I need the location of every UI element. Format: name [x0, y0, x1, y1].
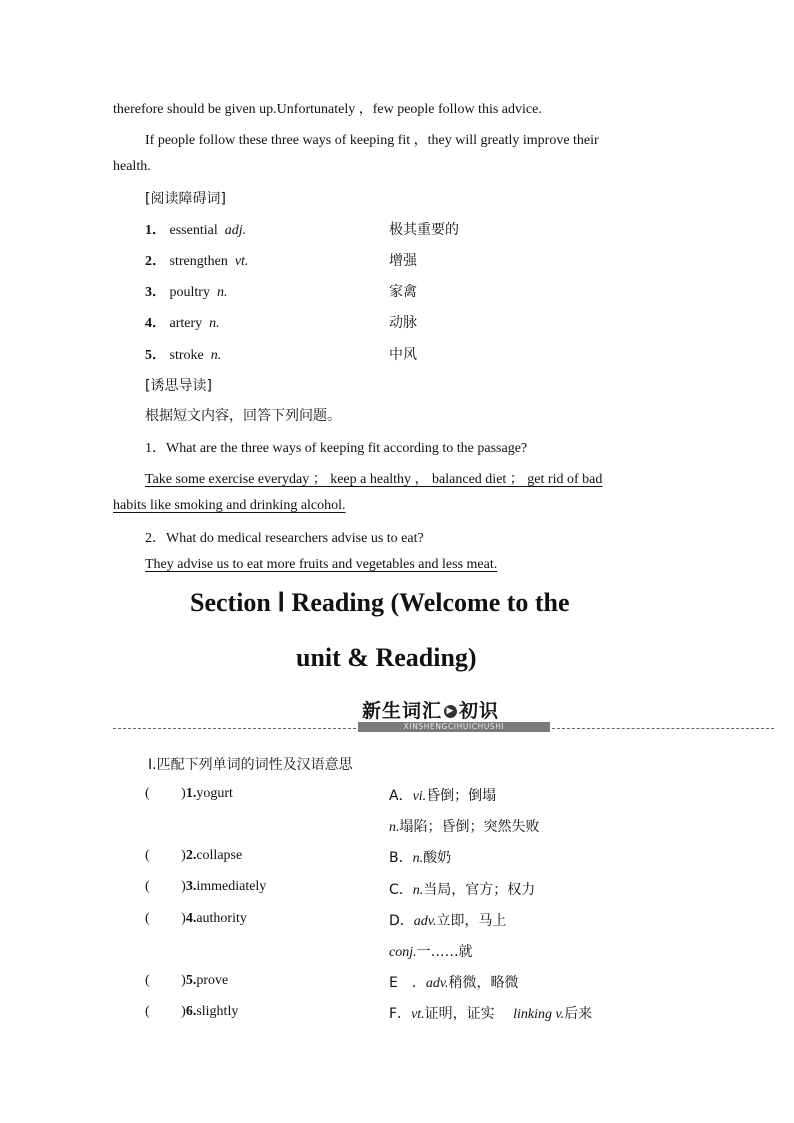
- answer-blank[interactable]: ( ): [145, 879, 186, 894]
- option-letter: F．: [389, 1006, 412, 1022]
- option-letter: D．: [389, 913, 414, 929]
- option-letter: C．: [389, 882, 413, 898]
- match-word-row: [145, 879, 266, 895]
- vocab-meaning: 家禽: [389, 284, 417, 300]
- passage-line-2: If people follow these three ways of keeping fit ，they will greatly improve their: [145, 133, 599, 148]
- match-option: [389, 816, 540, 836]
- passage-line-1: therefore should be given up.Unfortunately ，few people follow this advice.: [113, 102, 542, 117]
- answer-1-line-2: habits like smoking and drinking alcohol.: [113, 498, 346, 513]
- option-meaning: 立即，马上: [436, 913, 507, 929]
- option-pos: vi.: [412, 789, 427, 804]
- word-number: 5.: [185, 973, 197, 988]
- vocab-word: stroke: [169, 348, 204, 363]
- vocab-number: 3．: [145, 285, 166, 300]
- match-word-row: [145, 911, 247, 927]
- option-meaning: 当局，官方；权力: [423, 882, 536, 898]
- option-meaning: 证明，证实: [424, 1006, 495, 1022]
- option-pos: conj.: [389, 945, 417, 960]
- option-meaning: 稍微，略微: [448, 975, 519, 991]
- divider-right: [552, 728, 774, 729]
- vocab-word: essential: [169, 223, 218, 238]
- vocab-meaning: 增强: [389, 253, 417, 269]
- vocab-pos: adj.: [224, 223, 247, 238]
- vocab-item: [145, 312, 220, 332]
- match-word-row: [145, 973, 228, 989]
- option-pos: vt.: [411, 1007, 425, 1022]
- question-2: 2．What do medical researchers advise us to eat?: [145, 531, 424, 546]
- option-meaning: 酸奶: [423, 850, 452, 866]
- vocab-meaning: 动脉: [389, 315, 417, 331]
- option-letter: A．: [389, 788, 413, 804]
- banner-title: [362, 696, 499, 723]
- word-text: immediately: [196, 879, 267, 894]
- option-meaning: 昏倒；倒塌: [426, 788, 497, 804]
- option-pos-secondary: linking v.: [513, 1007, 565, 1022]
- option-meaning: 一……就: [416, 944, 473, 960]
- passage-line-3: health.: [113, 159, 151, 174]
- answer-blank[interactable]: ( ): [145, 1004, 186, 1019]
- vocab-item: [145, 219, 246, 239]
- vocab-item: [145, 281, 227, 301]
- word-text: authority: [196, 911, 247, 926]
- option-letter: B．: [389, 850, 413, 866]
- vocab-item: [145, 250, 248, 270]
- option-letter: E ．: [389, 975, 426, 991]
- word-number: 2.: [185, 848, 197, 863]
- vocab-pos: vt.: [234, 254, 249, 269]
- option-meaning-secondary: 后来: [564, 1006, 593, 1022]
- vocab-pos: n.: [209, 316, 220, 331]
- banner-pinyin: XINSHENGCIHUICHUSHI: [358, 722, 550, 732]
- guide-instruction: 根据短文内容，回答下列问题。: [145, 408, 341, 424]
- banner-text-left: 新生词汇: [362, 700, 443, 722]
- match-option: [389, 1003, 592, 1023]
- option-meaning: 塌陷；昏倒；突然失败: [399, 819, 540, 835]
- answer-1-line-1: Take some exercise everyday ； keep a healthy ， balanced diet ； get rid of bad: [145, 472, 603, 487]
- vocab-meaning: 极其重要的: [389, 222, 459, 238]
- match-option: [389, 879, 535, 899]
- option-pos: adv.: [413, 914, 437, 929]
- word-text: slightly: [196, 1004, 239, 1019]
- vocab-number: 2．: [145, 254, 166, 269]
- option-pos: adv.: [425, 976, 449, 991]
- word-text: collapse: [196, 848, 243, 863]
- exercise-heading: Ⅰ.匹配下列单词的词性及汉语意思: [148, 757, 353, 773]
- answer-blank[interactable]: ( ): [145, 848, 186, 863]
- option-pos: n.: [412, 883, 424, 898]
- word-number: 6.: [185, 1004, 197, 1019]
- word-text: prove: [196, 973, 229, 988]
- vocab-number: 1．: [145, 223, 166, 238]
- vocab-pos: n.: [216, 285, 228, 300]
- play-icon: ▶: [444, 705, 457, 718]
- match-word-row: [145, 848, 242, 864]
- match-option: [389, 847, 451, 867]
- vocab-banner: [358, 696, 550, 736]
- word-number: 1.: [185, 786, 197, 801]
- word-number: 3.: [185, 879, 197, 894]
- answer-blank[interactable]: ( ): [145, 973, 186, 988]
- vocab-number: 5．: [145, 348, 166, 363]
- vocab-number: 4．: [145, 316, 166, 331]
- answer-blank[interactable]: ( ): [145, 786, 186, 801]
- word-number: 4.: [185, 911, 197, 926]
- answer-blank[interactable]: ( ): [145, 911, 186, 926]
- vocab-heading: [阅读障碍词]: [145, 191, 226, 207]
- vocab-word: artery: [169, 316, 203, 331]
- match-option: [389, 910, 506, 930]
- word-text: yogurt: [196, 786, 233, 801]
- divider-left: [113, 728, 356, 729]
- vocab-word: poultry: [169, 285, 210, 300]
- match-word-row: [145, 1004, 238, 1020]
- banner-text-right: 初识: [459, 700, 500, 722]
- match-option: [389, 972, 519, 992]
- guide-heading: [诱思导读]: [145, 378, 212, 394]
- question-1: 1．What are the three ways of keeping fit according to the passage?: [145, 441, 528, 456]
- option-pos: n.: [412, 851, 424, 866]
- vocab-meaning: 中风: [389, 347, 417, 363]
- match-option: [389, 785, 496, 805]
- match-option: [389, 941, 473, 961]
- vocab-pos: n.: [210, 348, 222, 363]
- match-word-row: [145, 786, 233, 802]
- section-title-line-1: Section Ⅰ Reading (Welcome to the: [190, 588, 570, 617]
- vocab-word: strengthen: [169, 254, 228, 269]
- answer-2: They advise us to eat more fruits and vegetables and less meat.: [145, 557, 498, 572]
- section-title-line-2: unit & Reading): [296, 643, 477, 672]
- option-pos: n.: [389, 820, 400, 835]
- vocab-item: [145, 344, 221, 364]
